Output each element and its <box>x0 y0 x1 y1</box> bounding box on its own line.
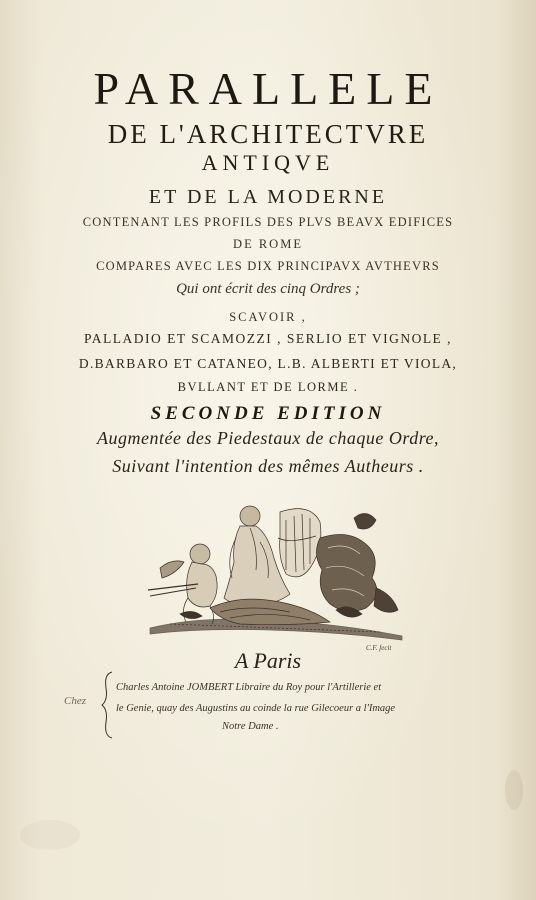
title-line-moderne: ET DE LA MODERNE <box>148 186 388 208</box>
subtitle-compares: COMPARES AVEC LES DIX PRINCIPAVX AVTHEVRS <box>96 259 440 273</box>
imprint-line-2: le Genie, quay des Augustins au coinde la rue Gilecoeur a l'Image <box>116 703 396 714</box>
edition-note-2: Suivant l'intention des mêmes Autheurs . <box>112 456 424 476</box>
imprint-line-3: Notre Dame . <box>222 721 279 732</box>
edition-heading: SECONDE EDITION <box>150 403 386 424</box>
engraver-signature: C.F. fecit <box>366 644 392 652</box>
imprint-line-1: Charles Antoine JOMBERT Libraire du Roy pour l'Artillerie et <box>116 682 382 693</box>
paper-stain <box>20 820 80 850</box>
title-line-architecture: DE L'ARCHITECTVRE <box>107 119 429 149</box>
authors-line-2: D.BARBARO ET CATANEO, L.B. ALBERTI ET VIOLA, <box>78 356 458 371</box>
imprint-brace <box>100 670 114 740</box>
paper-stain <box>505 770 523 810</box>
subtitle-rome: DE ROME <box>233 237 303 251</box>
edition-note-1: Augmentée des Piedestaux de chaque Ordre, <box>96 428 440 448</box>
title-main: PARALLELE <box>93 63 443 114</box>
authors-line-1: PALLADIO ET SCAMOZZI , SERLIO ET VIGNOLE , <box>83 331 453 346</box>
authors-line-3: BVLLANT ET DE LORME . <box>177 380 359 394</box>
imprint-city: A Paris <box>234 648 302 673</box>
imprint-chez: Chez <box>64 695 86 707</box>
subtitle-ordres: Qui ont écrit des cinq Ordres ; <box>176 281 360 297</box>
subtitle-scavoir: SCAVOIR , <box>229 310 307 324</box>
subtitle-contenant: CONTENANT LES PROFILS DES PLVS BEAVX EDIFICES <box>82 215 454 229</box>
title-line-antique: ANTIQVE <box>201 150 335 175</box>
engraved-vignette <box>140 498 410 648</box>
